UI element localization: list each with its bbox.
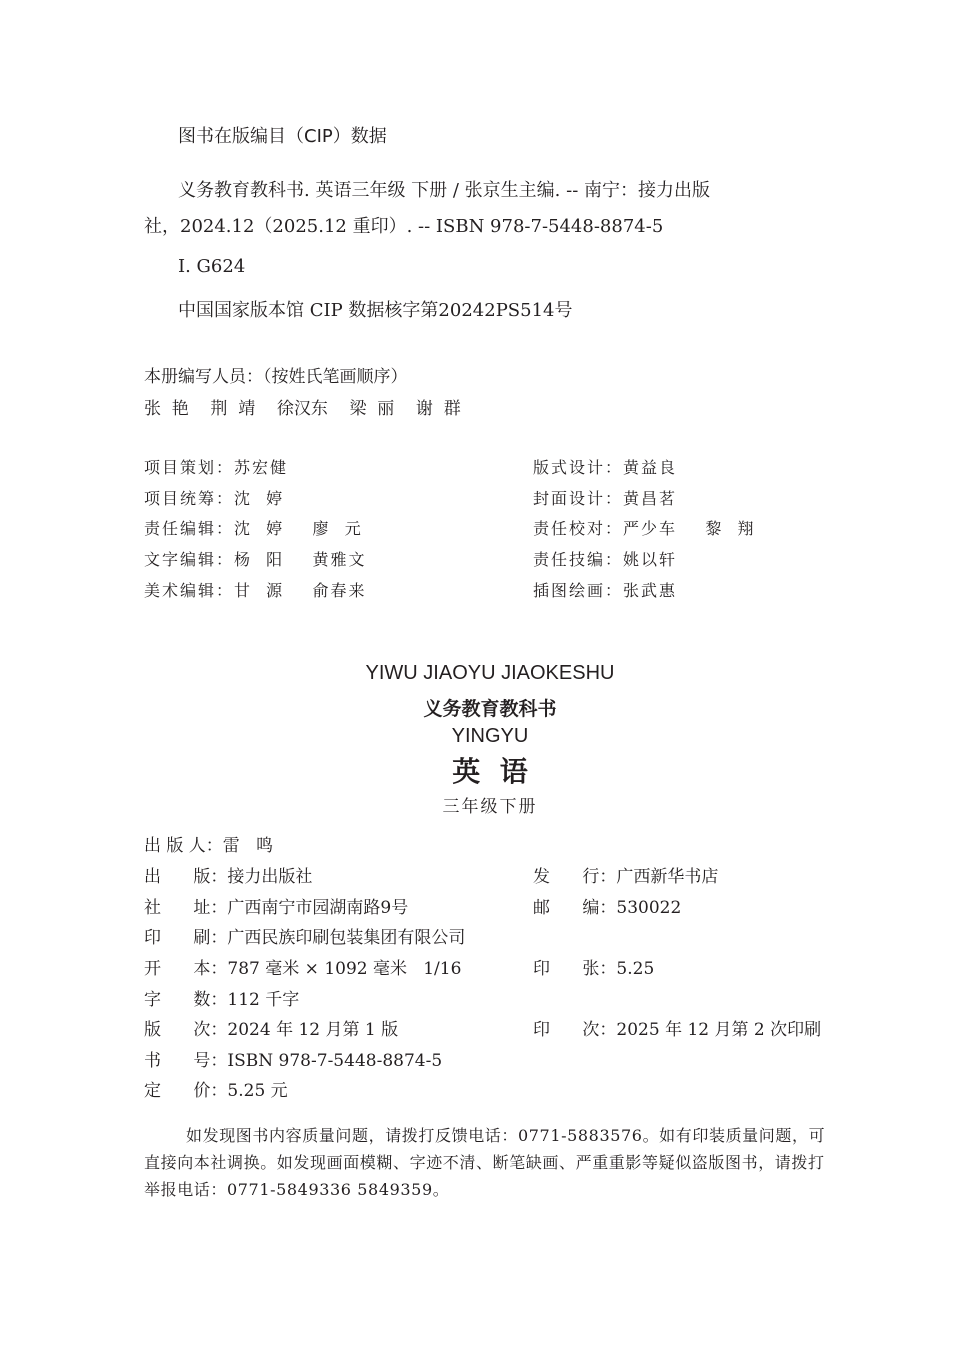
pub-right-0: 发 行：广西新华书店	[533, 867, 719, 887]
staff-right-2: 责任校对：严少车 黎 翔	[533, 519, 756, 538]
grade-title: 三年级下册	[442, 797, 538, 817]
subject-title: 英 语	[452, 755, 528, 788]
series-title: 义务教育教科书	[423, 698, 557, 720]
staff-left-3: 文字编辑：杨 阳 黄雅文	[144, 550, 367, 569]
pub-left-5: 版 次：2024 年 12 月第 1 版	[144, 1020, 399, 1040]
pub-right-5: 印 次：2025 年 12 月第 2 次印刷	[533, 1020, 822, 1040]
staff-right-3: 责任技编：姚以轩	[533, 550, 678, 569]
staff-right-0: 版式设计：黄益良	[533, 458, 678, 477]
staff-right-4: 插图绘画：张武惠	[533, 581, 678, 600]
pub-left-1: 社 址：广西南宁市园湖南路9号	[144, 898, 409, 918]
cip-line-1: 义务教育教科书. 英语三年级 下册 / 张京生主编. -- 南宁：接力出版	[178, 180, 710, 201]
staff-left-4: 美术编辑：甘 源 俞春来	[144, 581, 367, 600]
pub-left-6: 书 号：ISBN 978-7-5448-8874-5	[144, 1051, 443, 1071]
quality-notice: 如发现图书内容质量问题，请拨打反馈电话：0771-5883576。如有印装质量问题，可直接向本社调换。如发现画面模糊、字迹不清、断笔缺画、严重重影等疑似盗版图书，请拨打举报电话：0771-5849336 5849359。	[144, 1126, 826, 1199]
cip-title: 图书在版编目（CIP）数据	[178, 126, 387, 147]
pub-left-2: 印 刷：广西民族印刷包装集团有限公司	[144, 928, 466, 948]
cip-line-2: 社，2024.12（2025.12 重印）. -- ISBN 978-7-5448-8874-5	[144, 216, 664, 237]
staff-left-1: 项目统筹：沈 婷	[144, 489, 285, 508]
pub-left-4: 字 数：112 千字	[144, 990, 300, 1010]
pub-right-3: 印 张：5.25	[533, 959, 655, 979]
pub-left-3: 开 本：787 毫米 × 1092 毫米 1/16	[144, 959, 462, 979]
cip-line-3: I. G624	[178, 256, 246, 277]
staff-left-2: 责任编辑：沈 婷 廖 元	[144, 519, 363, 538]
publisher-person: 出 版 人：雷 鸣	[144, 836, 274, 856]
pub-left-0: 出 版：接力出版社	[144, 867, 313, 887]
staff-left-0: 项目策划：苏宏健	[144, 458, 289, 477]
staff-right-1: 封面设计：黄昌茗	[533, 489, 678, 508]
pub-right-1: 邮 编：530022	[533, 898, 682, 918]
pinyin-subject: YINGYU	[451, 725, 529, 747]
cip-line-4: 中国国家版本馆 CIP 数据核字第20242PS514号	[178, 300, 573, 321]
pinyin-series: YIWU JIAOYU JIAOKESHU	[365, 662, 615, 684]
pub-left-7: 定 价：5.25 元	[144, 1081, 288, 1101]
authors-names: 张 艳 荆 靖 徐汉东 梁 丽 谢 群	[144, 399, 461, 419]
authors-heading: 本册编写人员：（按姓氏笔画顺序）	[144, 367, 408, 387]
